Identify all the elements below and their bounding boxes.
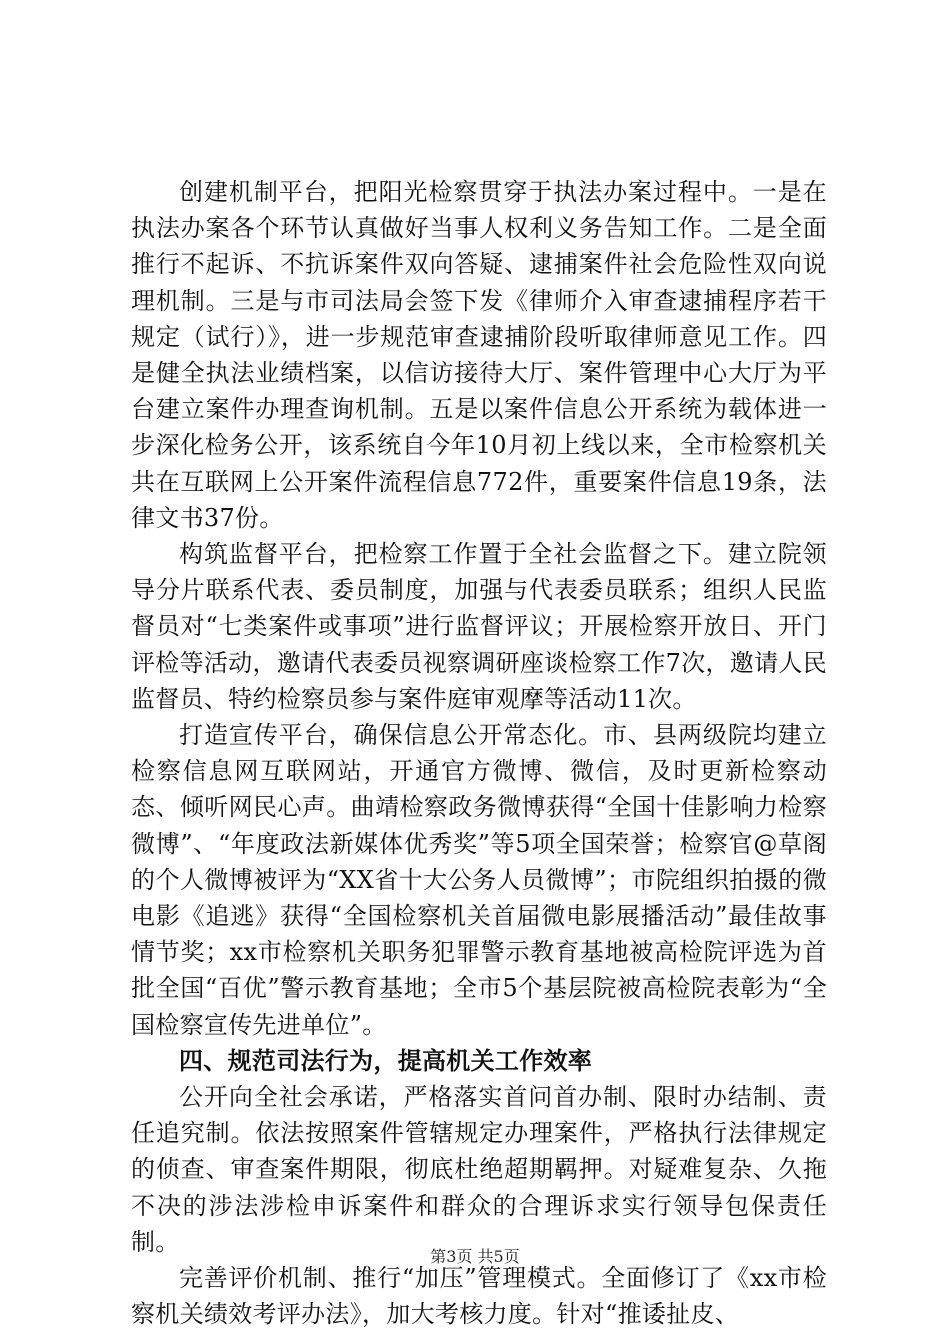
paragraph-publicity-platform: 打造宣传平台，确保信息公开常态化。市、县两级院均建立检察信息网互联网站，开通官方微博、微信，及时更新检察动态、倾听网民心声。曲靖检察政务微博获得“全国十佳影响力检察微博”、“年度政法新媒体优秀奖”等5项全国荣誉；检察官@草阁的个人微博被评为“XX省十大公务人员微博”；市院组织拍摄的微电影《追逃》获得“全国检察机关首届微电影展播活动”最佳故事情节奖；xx市检察机关职务犯罪警示教育基地被高检院评选为首批全国“百优”警示教育基地；全市5个基层院被高检院表彰为“全国检察宣传先进单位”。 [131, 721, 827, 1039]
section-heading-four: 四、规范司法行为，提高机关工作效率 [179, 1046, 593, 1075]
document-body [131, 174, 827, 1333]
paragraph-evaluation-mechanism: 完善评价机制、推行“加压”管理模式。全面修订了《xx市检察机关绩效考评办法》，加大考核力度。针对“推诿扯皮、 [131, 1264, 827, 1329]
paragraph-mechanism-platform: 创建机制平台，把阳光检察贯穿于执法办案过程中。一是在执法办案各个环节认真做好当事人权利义务告知工作。二是全面推行不起诉、不抗诉案件双向答疑、逮捕案件社会危险性双向说理机制。三是与市司法局会签下发《律师介入审查逮捕程序若干规定（试行）》，进一步规范审查逮捕阶段听取律师意见工作。四是健全执法业绩档案，以信访接待大厅、案件管理中心大厅为平台建立案件办理查询机制。五是以案件信息公开系统为载体进一步深化检务公开，该系统自今年10月初上线以来，全市检察机关共在互联网上公开案件流程信息772件，重要案件信息19条，法律文书37份。 [131, 178, 827, 532]
paragraph-supervision-platform: 构筑监督平台，把检察工作置于全社会监督之下。建立院领导分片联系代表、委员制度，加强与代表委员联系；组织人民监督员对“七类案件或事项”进行监督评议；开展检察开放日、开门评检等活动，邀请代表委员视察调研座谈检察工作7次，邀请人民监督员、特约检察员参与案件庭审观摩等活动11次。 [131, 540, 827, 713]
page-number-footer: 第3页 共5页 [430, 1247, 520, 1266]
paragraph-public-commitment: 公开向全社会承诺，严格落实首问首办制、限时办结制、责任追究制。依法按照案件管辖规定办理案件，严格执行法律规定的侦查、审查案件期限，彻底杜绝超期羁押。对疑难复杂、久拖不决的涉法涉检申诉案件和群众的合理诉求实行领导包保责任制。 [131, 1083, 827, 1256]
